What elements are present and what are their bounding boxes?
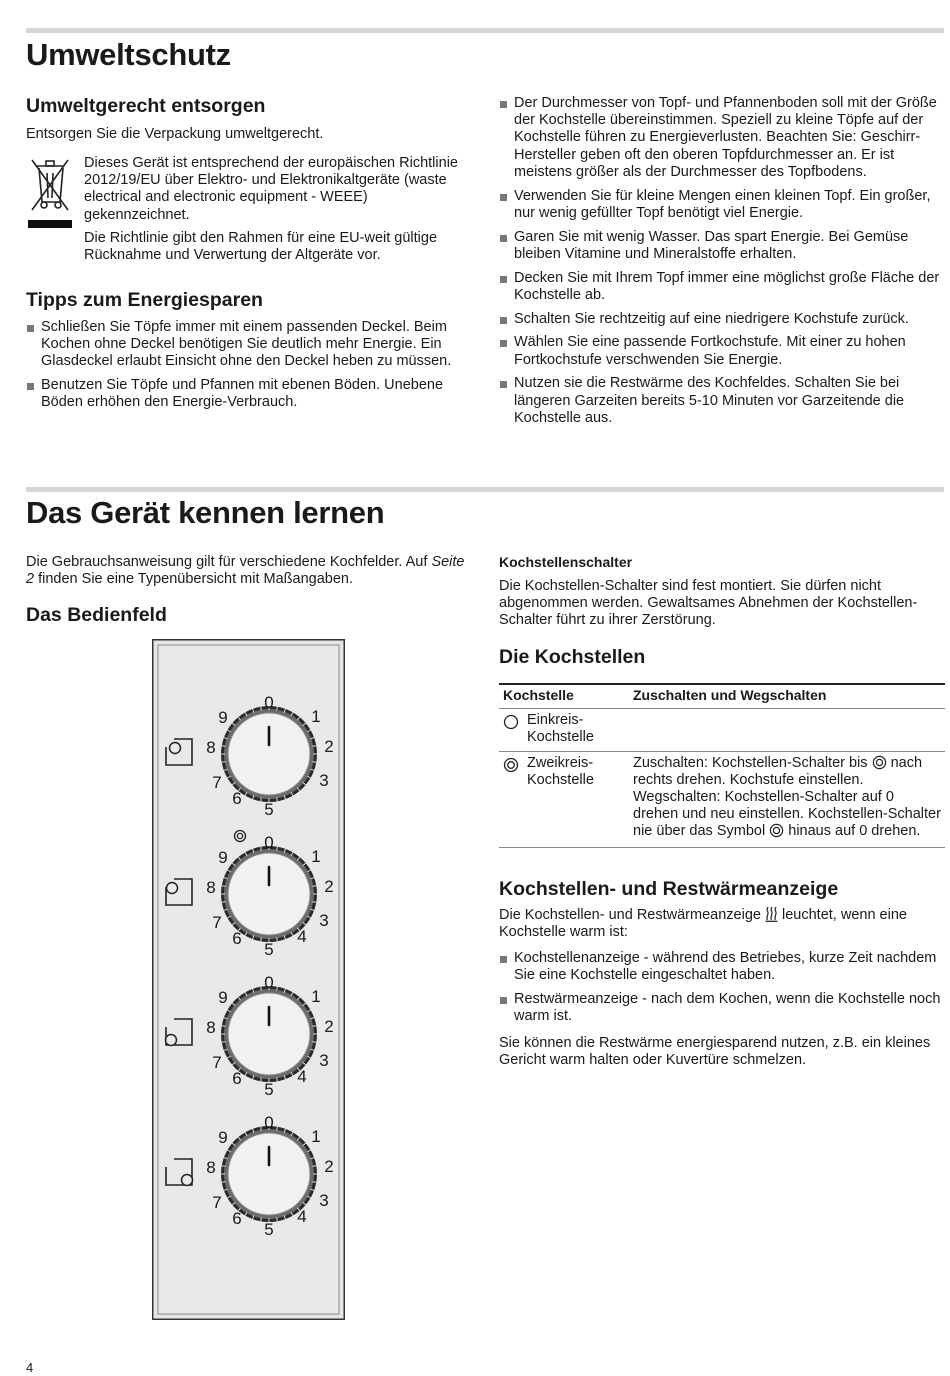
section-rule-device [26, 487, 944, 492]
heading-cooking-zones: Die Kochstellen [499, 646, 646, 668]
knob-tick [312, 762, 316, 763]
knob-tick [312, 886, 316, 887]
knob-tick [277, 1217, 278, 1221]
bullet-square-icon [500, 997, 507, 1004]
residual-heat-icon [765, 906, 778, 922]
knob-scale-label: 2 [324, 737, 334, 756]
knob-scale-label: 9 [218, 848, 228, 867]
knob-scale-label: 8 [206, 738, 216, 757]
knob-scale-label: 5 [264, 1080, 274, 1099]
list-item: Benutzen Sie Töpfe und Pfannen mit ebenen Böden. Unebene Böden erhöhen den Energie-Verbrauch. [26, 377, 471, 411]
heading-indicator: Kochstellen- und Restwärmeanzeige [499, 878, 839, 900]
list-item: Nutzen sie die Restwärme des Kochfeldes. Schalten Sie bei längeren Garzeiten bereits 5-10 Minuten vor Garzeitende die Kochstelle aus. [499, 375, 945, 427]
table-cell: Einkreis-Kochstelle [499, 709, 629, 751]
knob-tick [222, 1182, 226, 1183]
zone-marker [166, 1035, 177, 1046]
list-item: Kochstellenanzeige - während des Betriebes, kurze Zeit nachdem Sie eine Kochstelle eingeschaltet haben. [499, 950, 945, 984]
knob-tick [261, 1077, 262, 1081]
knob-scale-label: 0 [264, 973, 274, 992]
knob-scale-label: 6 [232, 1209, 242, 1228]
list-item: Schließen Sie Töpfe immer mit einem passenden Deckel. Beim Kochen ohne Deckel benötigen Sie deutlich mehr Energie. Ein Glasdeckel erlaubt Einsicht ohne den Deckel heben zu müssen. [26, 319, 471, 371]
list-item: Verwenden Sie für kleine Mengen einen kleinen Topf. Ein großer, nur wenig gefüllter Topf benötigt viel Energie. [499, 188, 945, 222]
weee-paragraph-1: Dieses Gerät ist entsprechend der europäischen Richtlinie 2012/19/EU über Elektro- und Elektronikaltgeräte (waste electrical and electronic equipment - WEEE) gekennzeichnet. [84, 155, 458, 223]
indicator-list [499, 950, 945, 1032]
knob-scale-label: 1 [311, 847, 321, 866]
zone-marker [170, 743, 181, 754]
device-intro: Die Gebrauchsanweisung gilt für verschiedene Kochfelder. Auf Seite 2 finden Sie eine Typenübersicht mit Maßangaben. [26, 554, 465, 588]
energy-tips-list-right [499, 95, 945, 434]
control-panel-illustration [152, 639, 345, 1320]
knob-scale-label: 3 [319, 1051, 329, 1070]
knob-tick [222, 1042, 226, 1043]
section-title-device: Das Gerät kennen lernen [26, 495, 385, 530]
knob-scale-label: 2 [324, 877, 334, 896]
closing-text: Sie können die Restwärme energiesparend nutzen, z.B. ein kleines Gericht warm halten oder Kuvertüre schmelzen. [499, 1035, 931, 1069]
table-header-row [499, 684, 945, 709]
list-item: Der Durchmesser von Topf- und Pfannenboden soll mit der Größe der Kochstelle übereinstimmen. Speziell zu kleine Töpfe auf der Kochstelle führen zu Energieverlusten. Beachten Sie: Geschirr-Hersteller geben oft den oberen Topfdurchmesser an. Er ist meistens größer als der Durchmesser des Topfbodens. [499, 95, 945, 181]
knob-scale-label: 6 [232, 1069, 242, 1088]
zone-marker [182, 1175, 193, 1186]
heading-knob-switch: Kochstellenschalter [499, 554, 633, 570]
knob-tick [261, 847, 262, 851]
knob-scale-label: 0 [264, 1113, 274, 1132]
knob-tick [277, 1127, 278, 1131]
knob-tick [261, 1127, 262, 1131]
page-number: 4 [26, 1360, 34, 1375]
knob-scale-label: 3 [319, 911, 329, 930]
table-cell: Zweikreis-Kochstelle [499, 751, 629, 847]
knob-scale-label: 8 [206, 1158, 216, 1177]
table-header-cell: Kochstelle [499, 684, 629, 709]
dual-circuit-symbol-icon [769, 823, 784, 838]
section-title-umweltschutz: Umweltschutz [26, 37, 231, 72]
knob-scale-label: 6 [232, 929, 242, 948]
knob-scale-label: 3 [319, 771, 329, 790]
knob-scale-label: 7 [212, 1053, 222, 1072]
knob-scale-label: 4 [297, 927, 307, 946]
weee-bin-icon [27, 156, 73, 230]
bullet-square-icon [500, 235, 507, 242]
indicator-intro: Die Kochstellen- und Restwärmeanzeige leuchtet, wenn eine Kochstelle warm ist: [499, 907, 907, 941]
dual-circuit-symbol-icon [872, 755, 887, 770]
disposal-intro: Entsorgen Sie die Verpackung umweltgerecht. [26, 126, 324, 142]
knob-tick [261, 1217, 262, 1221]
knob-scale-label: 4 [297, 1207, 307, 1226]
knob-tick [312, 746, 316, 747]
table-row [499, 709, 945, 751]
list-item: Garen Sie mit wenig Wasser. Das spart Energie. Bei Gemüse bleiben Vitamine und Mineralstoffe erhalten. [499, 229, 945, 263]
knob-tick [222, 746, 226, 747]
knob-tick [312, 1026, 316, 1027]
section-rule-top [26, 28, 944, 33]
bullet-square-icon [500, 194, 507, 201]
knob-tick [312, 1042, 316, 1043]
knob-tick [312, 902, 316, 903]
knob-scale-label: 9 [218, 1128, 228, 1147]
table-cell [629, 709, 945, 751]
knob-scale-label: 1 [311, 707, 321, 726]
knob-scale-label: 1 [311, 1127, 321, 1146]
knob-scale-label: 9 [218, 708, 228, 727]
table-cell: Zuschalten: Kochstellen-Schalter bis nach rechts drehen. Kochstufe einstellen. Wegschalten: Kochstellen-Schalter auf 0 drehen und neu einstellen. Kochstellen-Schalter nie über das Symbol hinaus auf 0 drehen. [629, 751, 945, 847]
knob-tick [222, 762, 226, 763]
bullet-square-icon [500, 101, 507, 108]
bullet-square-icon [500, 276, 507, 283]
weee-paragraph-2: Die Richtlinie gibt den Rahmen für eine EU-weit gültige Rücknahme und Verwertung der Altgeräte vor. [84, 230, 438, 264]
knob-scale-label: 3 [319, 1191, 329, 1210]
list-item: Restwärmeanzeige - nach dem Kochen, wenn die Kochstelle noch warm ist. [499, 991, 945, 1025]
knob-scale-label: 0 [264, 693, 274, 712]
knob-tick [261, 707, 262, 711]
page-reference-link[interactable]: Seite 2 [26, 554, 465, 588]
bullet-square-icon [27, 383, 34, 390]
knob-scale-label: 0 [264, 833, 274, 852]
knob-tick [277, 987, 278, 991]
knob-scale-label: 8 [206, 878, 216, 897]
knob-tick [261, 937, 262, 941]
heading-disposal: Umweltgerecht entsorgen [26, 95, 266, 117]
knob-tick [312, 1182, 316, 1183]
knob-scale-label: 5 [264, 940, 274, 959]
knob-scale-label: 8 [206, 1018, 216, 1037]
knob-tick [261, 797, 262, 801]
knob-tick [277, 847, 278, 851]
table-row [499, 751, 945, 847]
cooking-zones-table [499, 683, 945, 848]
bullet-square-icon [500, 956, 507, 963]
zone-marker [167, 883, 178, 894]
knob-scale-label: 7 [212, 1193, 222, 1212]
knob-tick [222, 1026, 226, 1027]
control-panel-graphic [152, 639, 345, 1320]
bullet-square-icon [500, 381, 507, 388]
knob-tick [222, 902, 226, 903]
knob-face [228, 853, 310, 935]
knob-face [228, 1133, 310, 1215]
bullet-square-icon [500, 340, 507, 347]
knob-face [228, 713, 310, 795]
knob-face [228, 993, 310, 1075]
bullet-square-icon [500, 317, 507, 324]
energy-tips-list-left [26, 319, 471, 418]
knob-tick [277, 937, 278, 941]
list-item: Decken Sie mit Ihrem Topf immer eine möglichst große Fläche der Kochstelle ab. [499, 270, 945, 304]
knob-tick [277, 1077, 278, 1081]
knob-scale-label: 2 [324, 1017, 334, 1036]
knob-scale-label: 2 [324, 1157, 334, 1176]
knob-switch-text: Die Kochstellen-Schalter sind fest montiert. Sie dürfen nicht abgenommen werden. Gewaltsames Abnehmen der Kochstellen-Schalter führt zu ihrer Zerstörung. [499, 578, 918, 629]
bullet-square-icon [27, 325, 34, 332]
knob-scale-label: 5 [264, 800, 274, 819]
knob-tick [222, 1166, 226, 1167]
knob-tick [261, 987, 262, 991]
heading-energy-tips: Tipps zum Energiesparen [26, 289, 263, 311]
knob-scale-label: 6 [232, 789, 242, 808]
knob-scale-label: 4 [297, 1067, 307, 1086]
knob-tick [222, 886, 226, 887]
knob-scale-label: 9 [218, 988, 228, 1007]
knob-tick [277, 797, 278, 801]
knob-scale-label: 1 [311, 987, 321, 1006]
table-header-cell: Zuschalten und Wegschalten [629, 684, 945, 709]
single-circuit-zone-icon [503, 714, 519, 730]
knob-scale-label: 5 [264, 1220, 274, 1239]
list-item: Wählen Sie eine passende Fortkochstufe. Mit einer zu hohen Fortkochstufe verschwenden Sie Energie. [499, 334, 945, 368]
knob-scale-label: 7 [212, 913, 222, 932]
knob-tick [277, 707, 278, 711]
knob-scale-label: 7 [212, 773, 222, 792]
list-item: Schalten Sie rechtzeitig auf eine niedrigere Kochstufe zurück. [499, 311, 945, 328]
dual-circuit-zone-icon [503, 757, 519, 773]
heading-control-panel: Das Bedienfeld [26, 604, 167, 626]
knob-tick [312, 1166, 316, 1167]
